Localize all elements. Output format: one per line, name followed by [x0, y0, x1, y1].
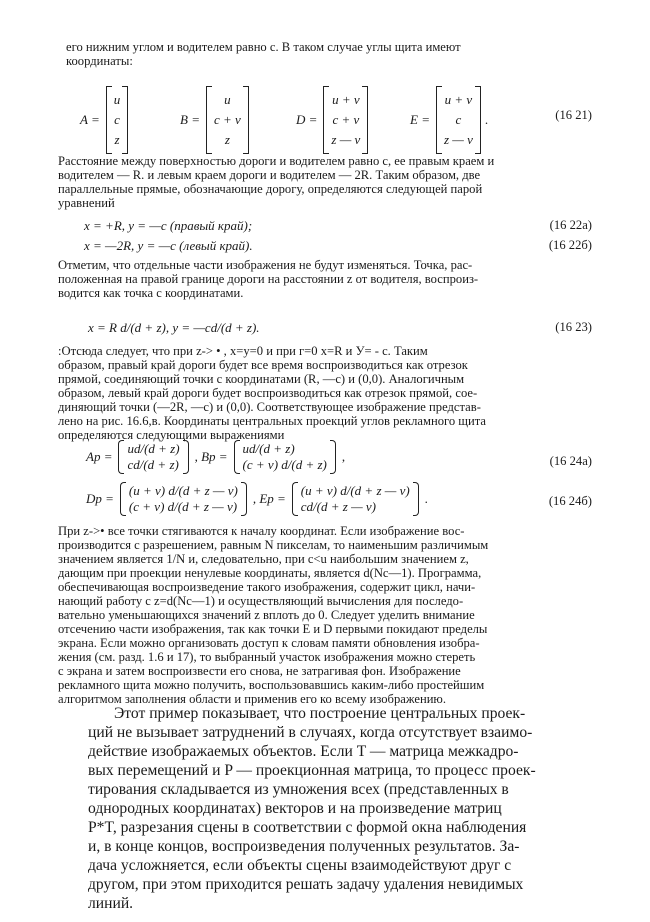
matrix-A [80, 86, 128, 154]
text-line: ций не вызывает затруднений в случаях, когда отсутствует взаимо- [88, 724, 533, 741]
equation-16-22b [58, 238, 592, 254]
vector-entry: (u + v) d/(d + z — v) [128, 483, 238, 498]
vector-entry: c + v [213, 112, 241, 127]
equation-number: (16 22a) [549, 218, 592, 232]
vector-entry: cd/(d + z) [127, 457, 179, 472]
text-line: вательно уменьшающихся значений z вплоть до 0. Следует уделить внимание [58, 608, 475, 622]
vector-entry: (c + v) d/(d + z — v) [128, 499, 238, 514]
intro-paragraph [58, 40, 592, 68]
text-line: тирования складывается из умножения всех (представленных в [88, 781, 509, 798]
equation-16-24b [86, 482, 428, 516]
column-vector [436, 86, 481, 154]
equation-number: (16 24б) [548, 494, 592, 508]
text-line: отсечению части изображения, так как точки E и D первыми покидают пределы [58, 622, 488, 636]
paragraph-summary [88, 704, 590, 913]
text-line: жения (см. разд. 1.6 и 17), то выбранный участок изображения можно стереть [58, 650, 476, 664]
column-vector [120, 482, 247, 516]
matrix-label: A = [80, 112, 100, 127]
column-vector [323, 86, 368, 154]
text-line: координаты: [66, 54, 133, 68]
text-line: алгоритмом заполнения области и применив его ко всему изображению. [58, 692, 446, 706]
text-line: рекламного щита можно получить, воспользовавшись каким-либо простейшим [58, 678, 485, 692]
matrix-label: Dp = [86, 491, 114, 506]
text-line: дача усложняется, если объекты сцены взаимодействуют друг с [88, 857, 512, 874]
equation-number: (16 24a) [549, 454, 592, 468]
text-line: и, в конце концов, воспроизведения полученных результатов. За- [88, 838, 520, 855]
vector-entry: c [114, 112, 120, 127]
vector-entry: z — v [443, 132, 473, 147]
equation-16-24a [86, 440, 345, 474]
matrix-label: D = [296, 112, 318, 127]
text-line: Этот пример показывает, что построение центральных проек- [114, 705, 526, 722]
text-line: Отметим, что отдельные части изображения не будут изменяться. Точка, рас- [58, 258, 473, 272]
equation-text: x = +R, y = —c (правый край); [84, 218, 253, 233]
vector-entry: u [224, 92, 231, 107]
equation-16-22a [58, 218, 592, 234]
vector-entry: u + v [444, 92, 473, 107]
column-vector [118, 440, 188, 474]
paragraph-road [58, 154, 592, 210]
text-line: однородных координатах) векторов и на произведение матриц [88, 800, 502, 817]
vector-entry: ud/(d + z) [242, 441, 295, 456]
text-line: дающим при проекции ненулевые координаты, является d(Nc—1). Программа, [58, 566, 482, 580]
matrix-label: B = [180, 112, 200, 127]
text-line: другом, при этом приходится решать задачу удаления невидимых [88, 876, 524, 893]
column-vector [106, 86, 129, 154]
text-line: вых перемещений и P — проекционная матрица, то процесс проек- [88, 762, 536, 779]
vector-entry: ud/(d + z) [127, 441, 180, 456]
matrix-trail: . [484, 112, 489, 127]
text-line: образом, левый край дороги будет воспроизводиться как отрезок прямой, сое- [58, 386, 478, 400]
text-line: производится с разрешением, равным N пикселам, то наименьшим различимым [58, 538, 489, 552]
text-line: положенная на правой границе дороги на расстоянии z от водителя, воспроиз- [58, 272, 479, 286]
text-line: значением является 1/N и, следовательно, при c<u наибольшим значением z, [58, 552, 469, 566]
column-vector [234, 440, 336, 474]
text-line: :Отсюда следует, что при z-> • , x=y=0 и при г=0 x=R и У= - c. Таким [58, 344, 428, 358]
paragraph-consequence [58, 344, 592, 442]
matrix-label: E = [410, 112, 430, 127]
text-line: лено на рис. 16.6,в. Координаты центральных проекций углов рекламного щита [58, 414, 486, 428]
equation-number: (16 22б) [548, 238, 592, 252]
text-line: линий. [88, 895, 134, 912]
text-line: обеспечивающая воспроизведение такого изображения, содержит цикл, начи- [58, 580, 476, 594]
matrix-trail: , [341, 449, 346, 464]
equation-text: x = R d/(d + z), y = —cd/(d + z). [88, 320, 260, 335]
text-line: водится как точка с координатами. [58, 286, 244, 300]
vector-entry: cd/(d + z — v) [300, 499, 376, 514]
text-line: параллельные прямые, обозначающие дорогу, определяются следующей парой [58, 182, 483, 196]
text-line: P*T, разрезания сцены в соответствии с формой окна наблюдения [88, 819, 527, 836]
text-line: образом, правый край дороги будет все время воспроизводиться как отрезок [58, 358, 468, 372]
equation-number: (16 23) [555, 320, 592, 334]
column-vector [206, 86, 249, 154]
text-line: действие изображаемых объектов. Если T — матрица межкадро- [88, 743, 519, 760]
text-line: экрана. Если можно организовать доступ к словам памяти обновления изобра- [58, 636, 480, 650]
equation-number: (16 21) [555, 108, 592, 122]
text-line: прямой, соединяющий точки с координатами (R, —c) и (0,0). Аналогичным [58, 372, 465, 386]
equation-16-23 [58, 320, 592, 336]
text-line: его нижним углом и водителем равно c. В таком случае углы щита имеют [66, 40, 461, 54]
matrix-B [180, 86, 249, 154]
matrix-trail: . [424, 491, 428, 506]
vector-entry: c [455, 112, 462, 127]
vector-entry: z [114, 132, 120, 147]
matrix-label: , Ep = [252, 491, 286, 506]
text-line: При z->• все точки стягиваются к началу координат. Если изображение вос- [58, 524, 465, 538]
paragraph-resolution [58, 524, 592, 706]
column-vector [292, 482, 419, 516]
text-line: определяются следующими выражениями [58, 428, 285, 442]
equation-text: x = —2R, y = —c (левый край). [84, 238, 253, 253]
matrix-label: , Bp = [194, 449, 228, 464]
vector-entry: (c + v) d/(d + z) [242, 457, 327, 472]
text-line: Расстояние между поверхностью дороги и водителем равно c, ее правым краем и [58, 154, 495, 168]
matrix-label: Ap = [86, 449, 113, 464]
matrix-D [296, 86, 368, 154]
vector-entry: (u + v) d/(d + z — v) [300, 483, 410, 498]
text-line: нающий работу с z=d(Nc—1) и осуществляющий вычисления для последо- [58, 594, 464, 608]
vector-entry: u [113, 92, 121, 107]
vector-entry: z — v [331, 132, 361, 147]
matrix-E [410, 86, 488, 154]
text-line: с экрана и затем воспроизвести его снова, не затрагивая фон. Изображение [58, 664, 461, 678]
vector-entry: c + v [332, 112, 360, 127]
text-line: диняющий точки (—2R, —c) и (0,0). Соответствующее изображение представ- [58, 400, 481, 414]
paragraph-point [58, 258, 592, 300]
text-line: водителем — R. и левым краем дороги и водителем — 2R. Таким образом, две [58, 168, 481, 182]
vector-entry: u + v [332, 92, 360, 107]
vector-entry: z [224, 132, 230, 147]
text-line: уравнений [58, 196, 115, 210]
